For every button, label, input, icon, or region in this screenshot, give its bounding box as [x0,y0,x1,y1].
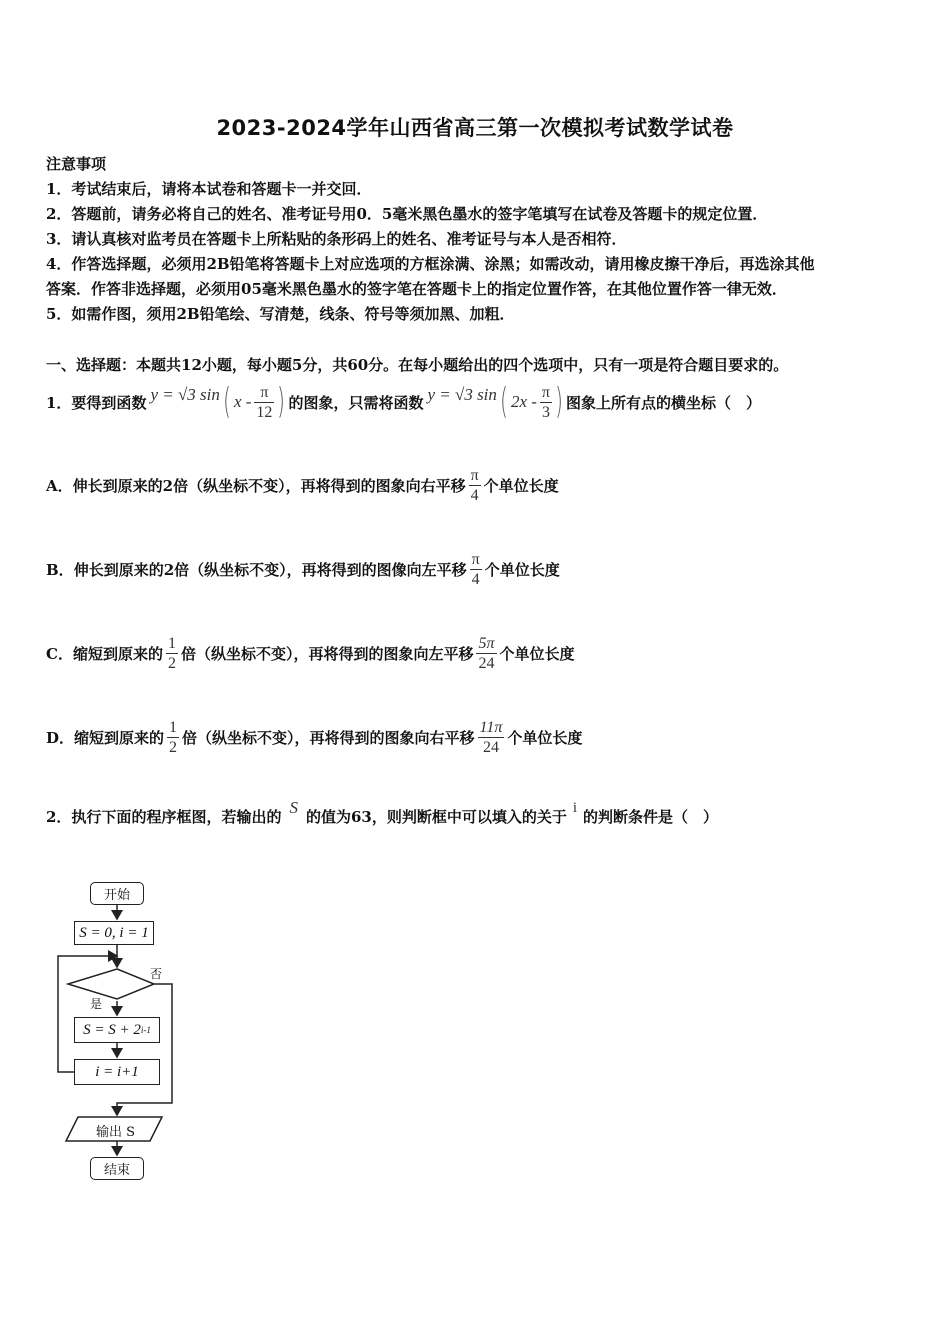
q1-formula2-num: π [541,383,550,401]
option-b-frac [470,550,482,589]
flowchart-yes-label: 是 [90,997,103,1011]
option-a-pre: 伸长到原来的2倍（纵坐标不变），再将得到的图象向右平移 [72,476,466,495]
q1-formula1-lparen: ( [223,381,231,422]
page-title: 2023-2024学年山西省高三第一次模拟考试数学试卷 [216,116,734,140]
notice-item-1: 1．考试结束后，请将本试卷和答题卡一并交回． [46,180,372,198]
option-b-post: 个单位长度 [484,560,560,579]
q1-formula1-num: π [260,383,269,401]
q1-formula2-inner: 2x - [510,392,537,411]
q2-prefix: 2．执行下面的程序框图，若输出的 [46,807,282,826]
q1-mid: 的图象，只需将函数 [288,393,424,412]
option-c[interactable] [46,628,575,678]
option-b-den: 4 [470,569,482,589]
option-c-mid: 倍（纵坐标不变），再将得到的图象向左平移 [180,644,474,663]
flowchart-no-label: 否 [150,967,163,981]
option-d-pre: 缩短到原来的 [74,728,165,747]
notice-item-4-cont: 答案．作答非选择题，必须用05毫米黑色墨水的签字笔在答题卡上的指定位置作答，在其他位置作答一律无效． [46,280,787,298]
option-b[interactable] [46,544,560,594]
option-a-den: 4 [469,485,481,505]
q1-formula2-frac [540,383,552,422]
q1-prefix: 1．要得到函数 [46,393,147,412]
option-d-den: 24 [478,737,505,757]
q1-formula1-den: 12 [256,403,273,421]
option-d-scale-frac [167,718,179,757]
option-c-scale-num: 1 [167,634,176,652]
flowchart-update-s-text: S = S + 2 [83,1021,141,1038]
q1-formula2-rparen: ) [555,381,563,422]
q1-formula1-inner: x - [233,392,252,411]
option-d-post: 个单位长度 [507,728,583,747]
option-a-post: 个单位长度 [483,476,559,495]
option-c-num: 5π [478,634,495,652]
option-c-post: 个单位长度 [499,644,575,663]
option-a[interactable] [46,460,559,510]
flowchart-end: 结束 [90,1157,144,1180]
q1-formula2-den: 3 [540,402,552,422]
q2-var-i: i [572,799,578,816]
option-d-scale-den: 2 [169,738,178,756]
question-1 [46,376,761,428]
option-d-frac [478,718,505,757]
notice-heading: 注意事项 [46,155,107,173]
option-c-label: C． [46,644,73,663]
option-c-frac [476,634,496,673]
q1-formula2-left: y = √3 sin [427,385,497,404]
option-a-frac [469,466,481,505]
option-d-num: 11π [479,718,503,736]
option-b-pre: 伸长到原来的2倍（纵坐标不变），再将得到的图像向左平移 [73,560,467,579]
option-d-scale-num: 1 [169,718,178,736]
q1-formula1-rparen: ) [277,381,286,422]
notice-item-5: 5．如需作图，须用2B铅笔绘、写清楚，线条、符号等须加黑、加粗． [46,305,515,323]
option-a-num: π [470,466,479,484]
q2-var-s: S [289,798,298,817]
flowchart-update-s [74,1017,160,1043]
notice-item-2: 2．答题前，请务必将自己的姓名、准考证号用0．5毫米黑色墨水的签字笔填写在试卷及答题卡的规定位置． [46,205,768,223]
question-2 [46,796,718,836]
q2-mid: 的值为63，则判断框中可以填入的关于 [305,807,567,826]
section-heading: 一、选择题：本题共12小题，每小题5分，共60分。在每小题给出的四个选项中，只有一项是符合题目要求的。 [46,356,789,374]
flowchart-output: 输出 S [96,1125,136,1140]
flowchart-update-s-exp: i-1 [140,1025,151,1035]
option-b-label: B． [46,560,74,579]
option-d[interactable] [46,712,582,762]
option-d-label: D． [46,728,75,747]
option-d-mid: 倍（纵坐标不变），再将得到的图象向右平移 [182,728,475,747]
q1-suffix: 图象上所有点的横坐标（ ） [566,393,762,412]
q1-formula1-frac [254,383,274,422]
notice-item-3: 3．请认真核对监考员在答题卡上所粘贴的条形码上的姓名、准考证号与本人是否相符． [46,230,627,248]
option-c-scale-frac [166,634,178,673]
flowchart-update-i: i = i+1 [74,1059,160,1085]
option-b-num: π [471,550,480,568]
option-c-pre: 缩短到原来的 [72,644,163,663]
q1-formula1-left: y = √3 sin [150,385,220,404]
q1-formula2-lparen: ( [500,381,508,422]
option-a-label: A． [46,476,73,495]
flowchart-start: 开始 [90,882,144,905]
option-c-den: 24 [476,653,496,673]
notice-item-4: 4．作答选择题，必须用2B铅笔将答题卡上对应选项的方框涂满、涂黑；如需改动，请用橡皮擦干净后，再选涂其他 [46,255,815,273]
flowchart-init: S = 0, i = 1 [74,921,154,945]
flowchart [50,875,190,1185]
q2-suffix: 的判断条件是（ ） [583,807,719,826]
option-c-scale-den: 2 [167,654,176,672]
